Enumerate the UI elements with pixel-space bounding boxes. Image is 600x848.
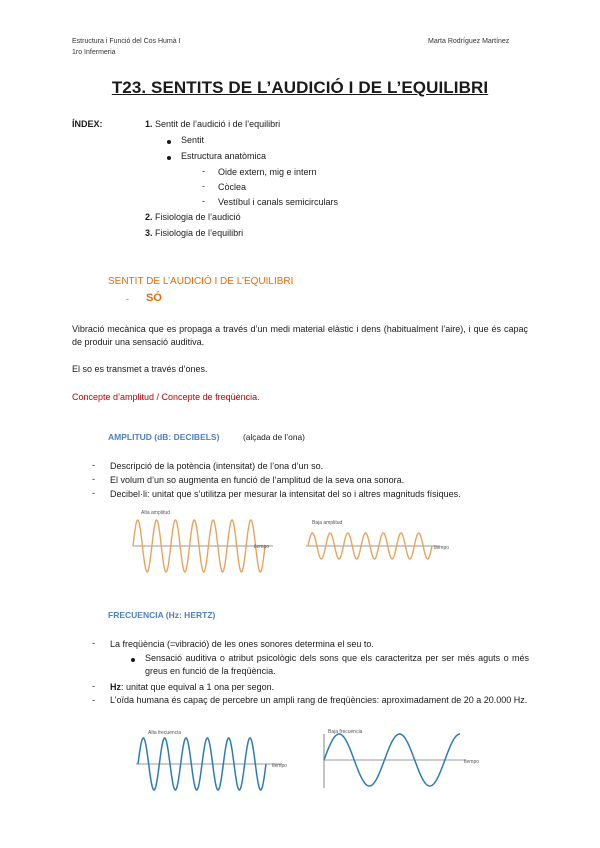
section-heading: SENTIT DE L’AUDICIÓ I DE L’EQUILIBRI: [108, 276, 294, 287]
dash-icon: -: [202, 196, 205, 206]
dash-icon: -: [92, 474, 95, 484]
amplitude-item-1: Descripció de la potència (intensitat) de l’ona d’un so.: [110, 461, 324, 471]
index-label: ÍNDEX:: [72, 119, 103, 129]
index-sub-coclea: Còclea: [218, 182, 247, 192]
axis-label-tiempo: tiempo: [272, 763, 288, 769]
frequency-hz: Hz: unitat que equival a 1 ona per segon.: [110, 682, 275, 692]
bullet-icon: [167, 156, 171, 160]
high-frequency-wave-figure: [132, 726, 312, 794]
low-amplitude-wave-figure: [300, 516, 465, 564]
paragraph-definition: Vibració mecànica que es propaga a través d’un medi material elàstic i dens (habitualment l’aire), i que és capaç de produir una sensació auditiva.: [72, 324, 528, 347]
index-item-3: 3. Fisiologia de l’equilibri: [145, 228, 244, 238]
amplitude-heading: AMPLITUD (dB: DECIBELS): [108, 432, 220, 442]
dash-icon: -: [92, 488, 95, 498]
dash-icon: -: [92, 695, 95, 705]
bullet-icon: [131, 658, 135, 662]
index-sub-oide: Oide extern, mig e intern: [218, 167, 317, 177]
low-frequency-label: Baja frecuencia: [328, 729, 363, 735]
paragraph-transmission: El so es transmet a través d’ones.: [72, 364, 208, 374]
header-author: Marta Rodríguez Martínez: [428, 38, 510, 45]
dash-icon: -: [92, 638, 95, 648]
concepts-line: Concepte d’amplitud / Concepte de freqüència.: [72, 392, 260, 402]
dash-icon: -: [92, 681, 95, 691]
axis-label-tiempo: tiempo: [434, 545, 450, 551]
amplitude-item-3: Decibel·li: unitat que s’utilitza per mesurar la intensitat del so i altres magnituds físiques.: [110, 489, 461, 499]
frequency-bullet: Sensació auditiva o atribut psicològic dels sons que els caracteritza per ser més aguts o més greus en funció de la freqüència.: [145, 653, 529, 676]
frequency-item-1: La freqüència (=vibració) de les ones sonores determina el seu to.: [110, 639, 374, 649]
index-bullet-sentit: Sentit: [181, 135, 205, 145]
header-course: Estructura i Funció del Cos Humà I: [72, 38, 181, 45]
index-bullet-estructura: Estructura anatòmica: [181, 151, 267, 161]
header-year: 1ro Infermeria: [72, 49, 116, 56]
bullet-icon: [167, 140, 171, 144]
amplitude-item-2: El volum d’un so augmenta en funció de l’amplitud de la seva ona sonora.: [110, 475, 405, 485]
dash-icon: -: [126, 294, 129, 304]
low-frequency-wave-figure: [318, 722, 498, 792]
axis-label-wrapper: [250, 539, 280, 551]
low-amplitude-label: Baja amplitud: [312, 520, 343, 526]
amplitude-note: (alçada de l’ona): [243, 432, 305, 442]
dash-icon: -: [202, 181, 205, 191]
page-title: T23. SENTITS DE L’AUDICIÓ I DE L’EQUILIBRI: [111, 78, 489, 97]
axis-label-tiempo: tiempo: [464, 759, 480, 765]
index-sub-vestibul: Vestíbul i canals semicirculars: [218, 197, 339, 207]
index-item-2: 2. Fisiologia de l’audició: [145, 212, 241, 222]
frequency-range: L’oïda humana és capaç de percebre un ampli rang de freqüències: aproximadament de 20 a 20.000 Hz.: [110, 695, 528, 705]
dash-icon: -: [202, 166, 205, 176]
frequency-heading: FRECUENCIA (Hz: HERTZ): [108, 610, 216, 620]
high-frequency-label: Alta frecuencia: [148, 730, 182, 736]
dash-icon: -: [92, 460, 95, 470]
sub-heading: SÓ: [146, 292, 162, 304]
index-item-1: 1. Sentit de l’audició i de l’equilibri: [145, 119, 281, 129]
axis-label-tiempo: tiempo: [254, 544, 270, 550]
high-amplitude-label: Alta amplitud: [141, 510, 170, 516]
